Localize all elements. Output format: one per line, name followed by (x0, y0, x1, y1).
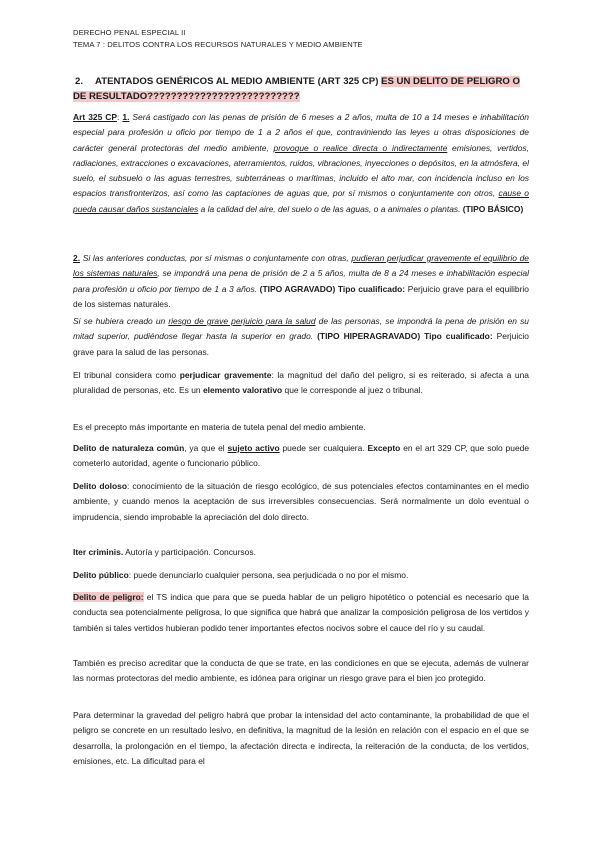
paragraph-iter-criminis: Iter criminis. Autoría y participación. Concursos. (73, 547, 256, 557)
paragraph-delito-doloso: Delito doloso: conocimiento de la situación de riesgo ecológico, de sus potenciales efectos contaminantes en el medio ambiente, y cuando menos la aceptación de sus irreversibles consecuencias. Será normalmente un dolo eventual o imprudencia, siendo improbable la apreciación del dolo directo. (73, 481, 529, 522)
header-topic: TEMA 7 : DELITOS CONTRA LOS RECURSOS NATURALES Y MEDIO AMBIENTE (73, 40, 363, 49)
tipo-agravado-tag: (TIPO AGRAVADO) Tipo cualificado: (259, 283, 406, 294)
paragraph-delito-peligro: Delito de peligro: el TS indica que para que se pueda hablar de un peligro hipotético o potencial es necesario que la conducta sea potencialmente peligrosa, lo que significa que habrá que analizar la composición peligrosa de los vertidos y también si tales vertidos hubieran podido tener importantes efectos nocivos sobre el cauce del río y su caudal. (73, 592, 529, 633)
underlined-phrase: provoque o realice directa o indirectamente (273, 142, 448, 153)
paragraph-art325-1: Art 325 CP: 1. Será castigado con las penas de prisión de 6 meses a 2 años, multa de 10 a 14 meses e inhabilitación especial para profesión u oficio por tiempo de 1 a 2 años el que, contraviniendo las leyes u otras disposiciones de carácter general protectoras del medio ambiente, provoque o realice directa o indirectamente emisiones, vertidos, radiaciones, extracciones o excavaciones, aterramientos, ruidos, vibraciones, inyecciones o depósitos, en la atmósfera, el suelo, el subsuelo o las aguas terrestres, subterráneas o marítimas, incluido el alto mar, con incidencia incluso en los espacios transfronterizos, así como las captaciones de aguas que, por sí mismos o conjuntamente con otros, cause o pueda causar daños sustanciales a la calidad del aire, del suelo o de las aguas, o a animales o plantas. (TIPO BÁSICO) (73, 112, 529, 214)
section-heading (73, 74, 533, 104)
tipo-basico-tag: (TIPO BÁSICO) (462, 203, 524, 214)
article-ref: Art 325 CP (73, 112, 118, 122)
paragraph-precepto: Es el precepto más importante en materia de tutela penal del medio ambiente. (73, 422, 366, 432)
tipo-hiperagravado-tag: (TIPO HIPERAGRAVADO) Tipo cualificado: (317, 331, 493, 342)
paragraph-number: 1. (122, 112, 130, 122)
paragraph-hiperagravado: Si se hubiera creado un riesgo de grave perjuicio para la salud de las personas, se impondrá la pena de prisión en su mitad superior, pudiéndose llegar hasta la superior en grado. (TIPO HIPERAGRAVADO) Tipo cualificado: Perjuicio grave para la salud de las personas. (73, 316, 529, 357)
paragraph-delito-comun: Delito de naturaleza común, ya que el sujeto activo puede ser cualquiera. Excepto en el art 329 CP, que solo puede cometerlo autoridad, agente o funcionario público. (73, 443, 530, 469)
header-course: DERECHO PENAL ESPECIAL II (73, 28, 186, 37)
delito-peligro-highlight: Delito de peligro: (73, 592, 144, 602)
paragraph-gravedad-peligro: Para determinar la gravedad del peligro habrá que probar la intensidad del acto contaminante, la probabilidad de que el peligro se concrete en un resultado lesivo, en definitiva, la magnitud de la lesión en relación con el espacio en el que se desarrolla, la prolongación en el tiempo, la afectación directa e indirecta, la reiteración de la conducta, de los vertidos, emisiones, etc. La dificultad para el (73, 710, 529, 766)
underlined-phrase: pudieran perjudicar gravemente el equilibrio de los sistemas naturales (73, 253, 529, 279)
sujeto-activo: sujeto activo (227, 443, 280, 453)
paragraph-number: 2. (73, 253, 81, 263)
paragraph-art325-2: 2. Si las anteriores conductas, por sí mismas o conjuntamente con otras, pudieran perjudicar gravemente el equilibrio de los sistemas naturales, se impondrá una pena de prisión de 2 a 5 años, multa de 8 a 24 meses e inhabilitación especial para profesión u oficio por tiempo de 1 a 3 años. (TIPO AGRAVADO) Tipo cualificado: Perjuicio grave para el equilibrio de los sistemas naturales. (73, 253, 530, 309)
underlined-phrase: riesgo de grave perjuicio para la salud (168, 316, 316, 326)
paragraph-acreditar: También es preciso acreditar que la conducta de que se trate, en las condiciones en que se ejecuta, además de vulnerar las normas protectoras del medio ambiente, es idónea para originar un riesgo grave para el bien jco protegido. (73, 658, 529, 684)
section-title-highlight: ES UN DELITO DE PELIGRO O DE RESULTADO?????????????????????????? (73, 76, 521, 102)
underlined-phrase: cause o pueda causar daños sustanciales (73, 188, 529, 214)
section-title: ATENTADOS GENÉRICOS AL MEDIO AMBIENTE (ART 325 CP) (95, 76, 379, 87)
paragraph-delito-publico: Delito público: puede denunciarlo cualquier persona, sea perjudicada o no por el mismo. (73, 570, 409, 580)
paragraph-perjudicar-gravemente: El tribunal considera como perjudicar gravemente: la magnitud del daño del peligro, si es reiterado, si afecta a una pluralidad de personas, etc. Es un elemento valorativo que le corresponde al juez o tribunal. (73, 370, 529, 396)
section-number: 2. (75, 76, 84, 87)
